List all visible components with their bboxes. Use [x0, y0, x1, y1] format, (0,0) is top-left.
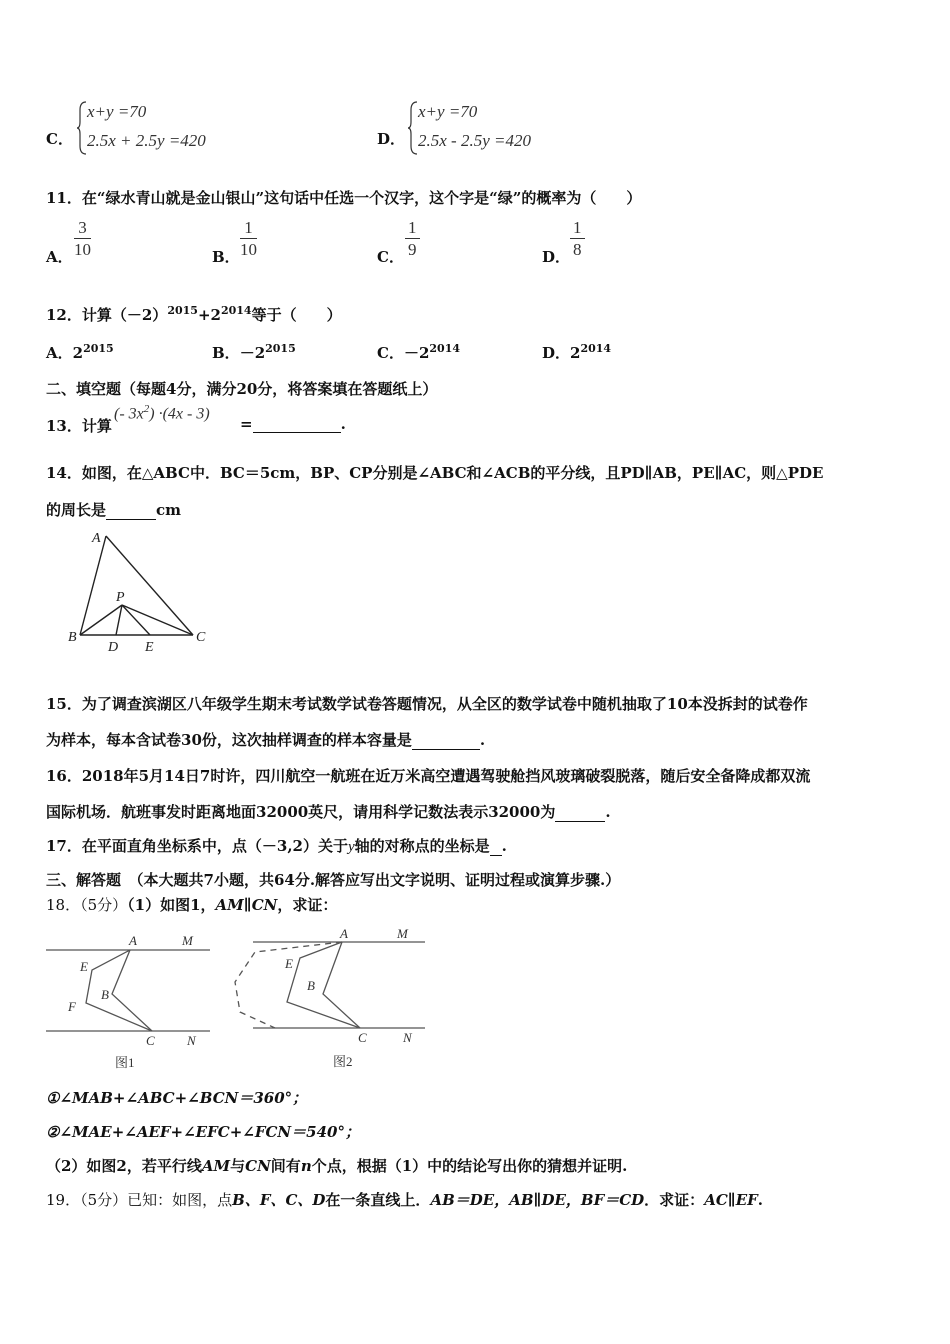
option-c-eq1: x+y =70 — [87, 102, 147, 121]
section-3-heading: 三、解答题 （本大题共7小题，共64分.解答应写出文字说明、证明过程或演算步骤.） — [46, 871, 621, 889]
option-d-label: D． — [377, 130, 406, 148]
vertex-a-label: A — [92, 531, 101, 546]
path-abc — [323, 942, 360, 1028]
q11-option-b-label: B． — [212, 248, 240, 266]
q18-part-2: （2）如图2，若平行线AM与CN间有n个点，根据（1）中的结论写出你的猜想并证明. — [46, 1157, 628, 1175]
point-e-label: E — [285, 956, 293, 971]
q14-line1: 14．如图，在△ABC中．BC＝5cm，BP、CP分别是∠ABC和∠ACB的平分线，且PD∥AB，PE∥AC，则△PDE — [46, 464, 824, 482]
path-abc — [112, 950, 152, 1031]
q11-option-d-fraction: $\frac{1}{8}$ — [570, 218, 585, 261]
q11-option-b-fraction: $\frac{1}{10}$ — [240, 218, 257, 259]
q11-option-a-fraction: $\frac{3}{10}$ — [74, 218, 91, 259]
segment-ab — [80, 536, 106, 635]
q12-option-b: B．$-2^{2015}$ — [212, 342, 296, 362]
point-f-label: F — [68, 999, 76, 1014]
q11-stem: 11．在“绿水青山就是金山银山”这句话中任选一个汉字，这个字是“绿”的概率为（ ） — [46, 189, 642, 207]
q14-triangle-figure — [60, 525, 220, 660]
section-2-heading: 二、填空题（每题4分，满分20分，将答案填在答题纸上） — [46, 380, 438, 398]
point-b-label: B — [101, 987, 109, 1002]
q18-heading: 18．（5分）（1）如图1，AM∥CN，求证： — [46, 896, 338, 914]
vertex-c-label: C — [196, 630, 206, 645]
answer-blank[interactable] — [490, 839, 502, 856]
q11-option-d-label: D． — [542, 248, 571, 266]
figure-1-caption: 图1 — [115, 1055, 135, 1070]
segment-cp — [122, 605, 193, 635]
q18-claim-2: ②∠MAE+∠AEF+∠EFC+∠FCN＝540°； — [46, 1123, 360, 1141]
q18-figure-1 — [40, 928, 215, 1073]
q12-option-a: A．$2^{2015}$ — [46, 342, 114, 362]
option-d-eq2: 2.5x - 2.5y =420 — [418, 131, 531, 150]
q11-option-a-label: A． — [46, 248, 73, 266]
point-c-label: C — [358, 1030, 367, 1045]
q18-claim-1: ①∠MAB+∠ABC+∠BCN＝360°； — [46, 1089, 308, 1107]
point-n-label: N — [187, 1033, 196, 1048]
path-aefc — [86, 950, 152, 1031]
q12-stem: 12．计算$(-2)^{2015}+2^{2014}$等于（ ） — [46, 304, 342, 324]
vertex-b-label: B — [68, 630, 77, 645]
point-e-label: E — [80, 959, 88, 974]
answer-blank[interactable] — [253, 416, 341, 433]
point-m-label: M — [397, 926, 408, 941]
q15-line2: 为样本，每本含试卷30份，这次抽样调查的样本容量是 . — [46, 731, 486, 749]
point-a-label: A — [340, 926, 348, 941]
point-b-label: B — [307, 978, 315, 993]
q19-stem: 19．（5分）已知：如图，点B、F、C、D在一条直线上．AB＝DE，AB∥DE，BF＝CD．求证：AC∥EF. — [46, 1191, 764, 1209]
path-aebc — [287, 942, 360, 1028]
vertex-p-label: P — [116, 590, 125, 605]
option-d-eq1: x+y =70 — [418, 102, 478, 121]
q11-option-c-fraction: $\frac{1}{9}$ — [405, 218, 420, 261]
answer-blank[interactable] — [412, 733, 480, 750]
q16-line1: 16．2018年5月14日7时许，四川航空一航班在近万米高空遭遇驾驶舱挡风玻璃破裂脱落，随后安全备降成都双流 — [46, 767, 811, 785]
q13-stem: 13．计算 — [46, 417, 112, 435]
q12-option-d: D．$2^{2014}$ — [542, 342, 612, 362]
point-a-label: A — [129, 933, 137, 948]
segment-pe — [122, 605, 150, 635]
point-n-label: N — [403, 1030, 412, 1045]
q15-line1: 15．为了调查滨湖区八年级学生期末考试数学试卷答题情况，从全区的数学试卷中随机抽取了10本没拆封的试卷作 — [46, 695, 808, 713]
vertex-e-label: E — [145, 640, 154, 655]
q16-line2: 国际机场．航班事发时距离地面32000英尺，请用科学记数法表示32000为 . — [46, 803, 611, 821]
q13-answer: = . — [240, 415, 346, 433]
answer-blank[interactable] — [555, 805, 605, 822]
point-c-label: C — [146, 1033, 155, 1048]
vertex-d-label: D — [108, 640, 119, 655]
q12-option-c: C．$-2^{2014}$ — [377, 342, 461, 362]
q13-expression: (- $3x^2) \cdot(4x - 3)$ — [114, 403, 210, 423]
option-c-label: C． — [46, 130, 73, 148]
answer-blank[interactable] — [106, 503, 156, 520]
option-c-eq2: 2.5x + 2.5y =420 — [87, 131, 206, 150]
point-m-label: M — [182, 933, 193, 948]
figure-2-caption: 图2 — [333, 1054, 353, 1069]
q17-stem: 17．在平面直角坐标系中，点（－3,2）关于y轴的对称点的坐标是 . — [46, 837, 507, 855]
q11-option-c-label: C． — [377, 248, 404, 266]
q14-line2: 的周长是 cm — [46, 501, 182, 519]
q18-figure-2 — [225, 922, 435, 1072]
